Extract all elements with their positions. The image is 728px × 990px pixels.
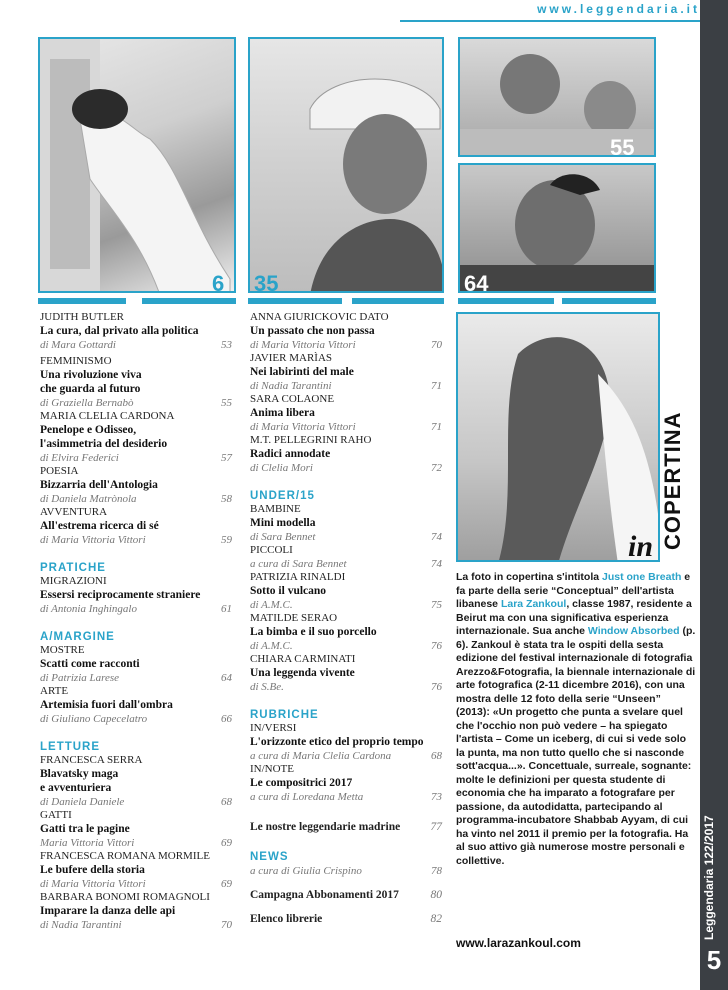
page-ref: 74 xyxy=(431,558,442,570)
page-ref: 74 xyxy=(431,531,442,543)
entry-title: Mini modella xyxy=(250,517,316,529)
entry-byline: di Graziella Bernabò 55 xyxy=(40,397,232,409)
cover-text-part: , classe 1987, residente a Beirut ma con una significativa esperienza internazionale. Sua anche xyxy=(456,598,692,637)
toc-entry[interactable] xyxy=(40,685,232,726)
section-amargine: A/MARGINE xyxy=(40,631,115,643)
page-ref: 71 xyxy=(431,380,442,392)
cover-highlight: Lara Zankoul xyxy=(500,598,567,610)
toc-entry[interactable] xyxy=(250,544,442,571)
entry-author: MARIA CLELIA CARDONA xyxy=(40,410,175,422)
photo-woman-cap xyxy=(248,37,444,293)
toc-entry[interactable] xyxy=(250,352,442,393)
entry-byline: di Clelia Mori 72 xyxy=(250,462,442,474)
entry-byline: di Maria Vittoria Vittori 59 xyxy=(40,534,232,546)
entry-byline: di A.M.C. 76 xyxy=(250,640,442,652)
toc-entry[interactable] xyxy=(40,891,232,932)
entry-title: Penelope e Odisseo, xyxy=(40,424,137,436)
entry-author: ANNA GIURICKOVIC DATO xyxy=(250,311,389,323)
entry-author: ARTE xyxy=(40,685,69,697)
cover-description xyxy=(456,571,696,868)
artist-website-link[interactable]: www.larazankoul.com xyxy=(456,936,581,950)
entry-title: All'estrema ricerca di sé xyxy=(40,520,159,532)
entry-title: La bimba e il suo porcello xyxy=(250,626,377,638)
entry-title: l'asimmetria del desiderio xyxy=(40,438,168,450)
entry-author: FRANCESCA ROMANA MORMILE xyxy=(40,850,210,862)
entry-title: Nei labirinti del male xyxy=(250,366,354,378)
page-ref: 61 xyxy=(221,603,232,615)
page-ref: 70 xyxy=(221,919,232,931)
entry-author: JAVIER MARÌAS xyxy=(250,352,333,364)
entry-title: L'orizzonte etico del proprio tempo xyxy=(250,736,424,748)
entry-byline: di Maria Vittoria Vittori 69 xyxy=(40,878,232,890)
page-ref: 77 xyxy=(430,821,442,833)
photo-two-girls xyxy=(458,37,656,157)
entry-title: Blavatsky maga xyxy=(40,768,119,780)
toc-entry[interactable] xyxy=(250,434,442,475)
toc-entry[interactable] xyxy=(250,571,442,612)
entry-byline: di Patrizia Larese 64 xyxy=(40,672,232,684)
entry-author: POESIA xyxy=(40,465,79,477)
entry-title: Imparare la danza delle api xyxy=(40,905,176,917)
page-ref: 57 xyxy=(221,452,232,464)
entry-byline: di Elvira Federici 57 xyxy=(40,452,232,464)
page-ref: 64 xyxy=(221,672,232,684)
section-pratiche: PRATICHE xyxy=(40,562,106,574)
toc-entry[interactable] xyxy=(40,465,232,506)
toc-entry[interactable] xyxy=(250,612,442,653)
entry-byline: di Nadia Tarantini 70 xyxy=(40,919,232,931)
entry-title: Anima libera xyxy=(250,407,315,419)
cover-text-part: (p. 6). Zankoul è stata tra le ospiti della sesta edizione del festival internazionale di fotografia Arezzo&Fotografia, la biennale internazionale di arte fotografica (2-11 dicembre 2016), con una mostra delle 12 foto della serie “Unseen” (2013): «Un progetto che punta a svelare quel che l'occhio non può vedere – ha spiegato l'artista – Come un iceberg, di cui si vede solo la punta, ma non tutto quello che si nasconde sott'acqua...». Concettuale, surreale, sognante: molte le definizioni per questa studente di economia che ha imparato a fotografare per passione, da autodidatta, partecipando al programma-incubatore Shabbab Ayyam, di cui ha vinto nel 2011 il premio per la fotografia. Ha al suo attivo già numerose mostre personali e collettive. xyxy=(456,625,696,867)
page-ref: 72 xyxy=(431,462,442,474)
toc-entry[interactable] xyxy=(40,850,232,891)
page-ref: 68 xyxy=(431,750,442,762)
entry-author: MATILDE SERAO xyxy=(250,612,338,624)
entry-byline: a cura di Maria Clelia Cardona 68 xyxy=(250,750,442,762)
entry-author: M.T. PELLEGRINI RAHO xyxy=(250,434,372,446)
photo-woman-illustration xyxy=(250,39,444,293)
divider-tab xyxy=(142,298,236,304)
cover-highlight: Just one Breath xyxy=(602,571,682,583)
entry-title: Scatti come racconti xyxy=(40,658,140,670)
toc-entry[interactable] xyxy=(40,575,232,616)
page-ref: 53 xyxy=(221,339,232,351)
entry-title: Gatti tra le pagine xyxy=(40,823,130,835)
entry-byline: di Maria Vittoria Vittori 70 xyxy=(250,339,442,351)
section-under15: UNDER/15 xyxy=(250,490,315,502)
toc-entry[interactable] xyxy=(250,763,442,804)
entry-byline: di A.M.C. 75 xyxy=(250,599,442,611)
entry-byline: di Antonia Inghingalo 61 xyxy=(40,603,232,615)
entry-title: Campagna Abbonamenti 2017 xyxy=(250,889,399,901)
entry-byline: di Mara Gottardi 53 xyxy=(40,339,232,351)
toc-entry[interactable] xyxy=(250,888,442,902)
entry-byline: di Nadia Tarantini 71 xyxy=(250,380,442,392)
entry-byline: di S.Be. 76 xyxy=(250,681,442,693)
entry-author: GATTI xyxy=(40,809,72,821)
cover-highlight: Window Absorbed xyxy=(587,625,680,637)
entry-byline: di Daniela Daniele 68 xyxy=(40,796,232,808)
toc-entry[interactable] xyxy=(250,393,442,434)
entry-byline: a cura di Loredana Metta 73 xyxy=(250,791,442,803)
toc-entry[interactable] xyxy=(40,506,232,547)
divider-tab xyxy=(248,298,342,304)
page-ref: 80 xyxy=(430,889,442,901)
photo-man-illustration xyxy=(460,165,656,293)
toc-entry[interactable] xyxy=(40,311,232,352)
entry-title: Bizzarria dell'Antologia xyxy=(40,479,158,491)
toc-entry[interactable] xyxy=(250,722,442,763)
section-news: NEWS xyxy=(250,851,289,863)
page-ref: 71 xyxy=(431,421,442,433)
entry-title: La cura, dal privato alla politica xyxy=(40,325,199,337)
entry-title: Una leggenda vivente xyxy=(250,667,355,679)
entry-title: Radici annodate xyxy=(250,448,331,460)
photo-man xyxy=(458,163,656,293)
copertina-label: COPERTINA xyxy=(660,411,685,550)
page-ref: 75 xyxy=(431,599,442,611)
page-number: 5 xyxy=(706,945,722,975)
entry-author: FRANCESCA SERRA xyxy=(40,754,143,766)
entry-title: Artemisia fuori dall'ombra xyxy=(40,699,173,711)
photo-window-illustration xyxy=(40,39,236,293)
entry-title: Un passato che non passa xyxy=(250,325,375,337)
entry-author: IN/VERSI xyxy=(250,722,297,734)
divider-tab xyxy=(562,298,656,304)
issue-label: Leggendaria 122/2017 xyxy=(702,815,716,940)
toc-entry[interactable] xyxy=(40,809,232,850)
page-ref: 73 xyxy=(431,791,442,803)
entry-author: JUDITH BUTLER xyxy=(40,311,125,323)
entry-author: PICCOLI xyxy=(250,544,293,556)
page-ref: 76 xyxy=(431,681,442,693)
toc-entry[interactable] xyxy=(40,355,232,410)
entry-author: AVVENTURA xyxy=(40,506,108,518)
photo-page-number-35: 35 xyxy=(254,271,279,293)
entry-title: che guarda al futuro xyxy=(40,383,141,395)
entry-byline: Maria Vittoria Vittori 69 xyxy=(40,837,232,849)
photo-page-number-6: 6 xyxy=(212,271,225,293)
cover-photo xyxy=(456,312,660,562)
section-rubriche: RUBRICHE xyxy=(250,709,319,721)
entry-author: MIGRAZIONI xyxy=(40,575,107,587)
entry-byline: di Daniela Matrònola 58 xyxy=(40,493,232,505)
toc-entry[interactable] xyxy=(250,311,442,352)
toc-column-1 xyxy=(40,311,232,932)
cover-photo-illustration xyxy=(458,314,660,562)
page-ref: 69 xyxy=(221,878,232,890)
entry-author: BARBARA BONOMI ROMAGNOLI xyxy=(40,891,210,903)
photo-page-number-64: 64 xyxy=(464,271,489,293)
section-letture: LETTURE xyxy=(40,741,101,753)
page-ref: 69 xyxy=(221,837,232,849)
divider-tab xyxy=(38,298,126,304)
page-ref: 59 xyxy=(221,534,232,546)
toc-column-2 xyxy=(250,311,442,926)
page-ref: 78 xyxy=(431,865,442,877)
page-ref: 55 xyxy=(221,397,232,409)
page-ref: 66 xyxy=(221,713,232,725)
toc-entry[interactable] xyxy=(40,410,232,465)
divider-tab xyxy=(352,298,444,304)
photo-window-absorbed xyxy=(38,37,236,293)
header-rule xyxy=(400,20,700,22)
entry-byline: di Giuliano Capecelatro 66 xyxy=(40,713,232,725)
entry-author: PATRIZIA RINALDI xyxy=(250,571,346,583)
entry-title: Le compositrici 2017 xyxy=(250,777,353,789)
toc-entry[interactable] xyxy=(40,754,232,809)
entry-author: FEMMINISMO xyxy=(40,355,112,367)
toc-entry[interactable]: a cura di Giulia Crispino 78 xyxy=(250,865,442,877)
toc-entry[interactable] xyxy=(250,653,442,694)
entry-author: SARA COLAONE xyxy=(250,393,335,405)
entry-title: Elenco librerie xyxy=(250,913,323,925)
entry-byline: di Maria Vittoria Vittori 71 xyxy=(250,421,442,433)
cover-text-part: La foto in copertina s'intitola xyxy=(456,571,603,583)
toc-entry[interactable] xyxy=(40,644,232,685)
page-ref: 68 xyxy=(221,796,232,808)
page-ref: 76 xyxy=(431,640,442,652)
entry-byline: di Sara Bennet 74 xyxy=(250,531,442,543)
toc-entry[interactable] xyxy=(250,503,442,544)
in-label: in xyxy=(628,530,654,563)
entry-title: Una rivoluzione viva xyxy=(40,369,142,381)
entry-author: BAMBINE xyxy=(250,503,301,515)
entry-author: MOSTRE xyxy=(40,644,85,656)
entry-author: IN/NOTE xyxy=(250,763,294,775)
entry-title: Sotto il vulcano xyxy=(250,585,327,597)
website-url: www.leggendaria.it xyxy=(537,2,700,16)
entry-byline: a cura di Sara Bennet 74 xyxy=(250,558,442,570)
entry-title: Essersi reciprocamente straniere xyxy=(40,589,201,601)
entry-title: Le nostre leggendarie madrine xyxy=(250,821,401,833)
page-ref: 82 xyxy=(430,913,442,925)
photo-page-number-55: 55 xyxy=(610,135,635,157)
entry-title: Le bufere della storia xyxy=(40,864,145,876)
toc-entry[interactable] xyxy=(250,820,442,834)
page-ref: 58 xyxy=(221,493,232,505)
cover-text-part: e fa parte della serie “Conceptual” dell'artista libanese xyxy=(456,571,691,610)
divider-tab xyxy=(458,298,554,304)
entry-author: CHIARA CARMINATI xyxy=(250,653,356,665)
toc-entry[interactable] xyxy=(250,912,442,926)
entry-title: e avventuriera xyxy=(40,782,112,794)
page-ref: 70 xyxy=(431,339,442,351)
